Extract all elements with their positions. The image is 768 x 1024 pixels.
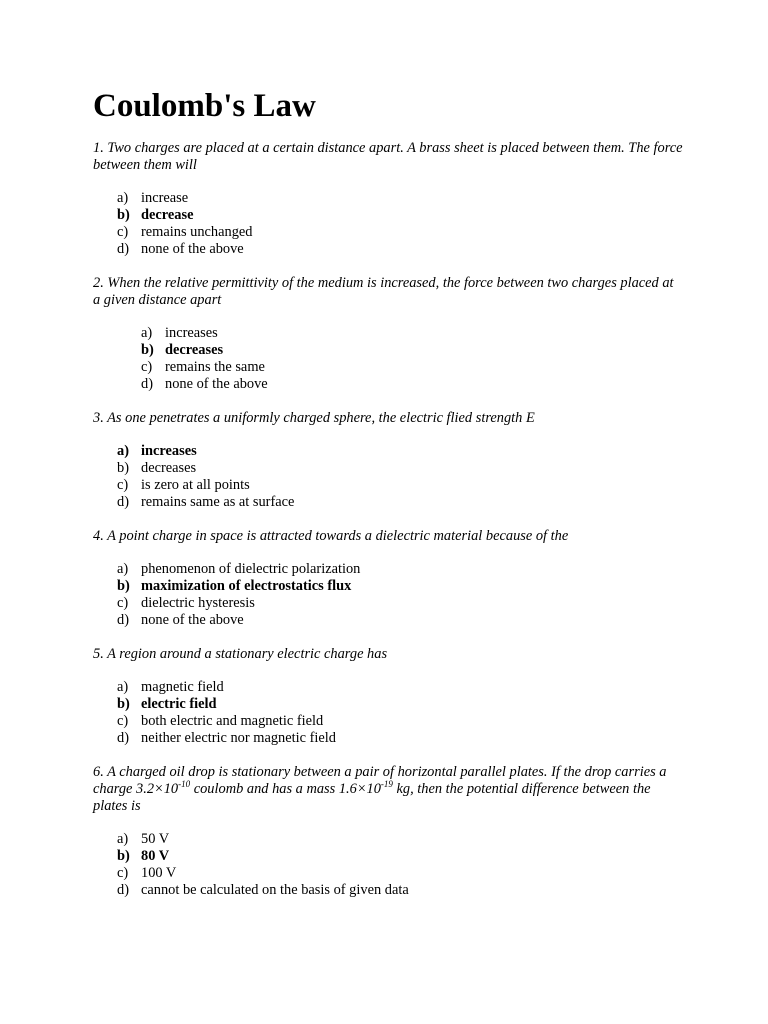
option-letter: a)	[117, 443, 129, 459]
question-1-options	[117, 190, 253, 258]
option-letter: c)	[117, 865, 129, 881]
mass-exponent: -19	[380, 779, 393, 789]
option-text: neither electric nor magnetic field	[141, 730, 336, 746]
option-letter: a)	[141, 325, 153, 341]
question-2-text: 2. When the relative permittivity of the medium is increased, the force between two charges placed at a given distance apart	[93, 275, 674, 308]
question-3-text: 3. As one penetrates a uniformly charged sphere, the electric flied strength E	[93, 410, 535, 426]
option-2d	[141, 376, 268, 393]
option-2b	[141, 342, 268, 359]
option-6a	[117, 831, 409, 848]
option-text: 50 V	[141, 831, 170, 847]
option-text: maximization of electrostatics flux	[141, 578, 352, 594]
option-5b	[117, 696, 336, 713]
option-text: decrease	[141, 207, 194, 223]
option-letter: b)	[141, 342, 154, 358]
option-text: none of the above	[141, 612, 244, 628]
option-letter: d)	[141, 376, 153, 392]
question-3-options	[117, 443, 294, 511]
option-text: cannot be calculated on the basis of given data	[141, 882, 409, 898]
option-1a	[117, 190, 253, 207]
option-text: dielectric hysteresis	[141, 595, 255, 611]
option-letter: c)	[117, 224, 129, 240]
option-letter: b)	[117, 578, 130, 594]
option-letter: b)	[117, 696, 130, 712]
option-text: none of the above	[141, 241, 244, 257]
option-text: 100 V	[141, 865, 177, 881]
option-5a	[117, 679, 336, 696]
option-letter: d)	[117, 612, 129, 628]
question-4-options	[117, 561, 360, 629]
option-letter: c)	[117, 595, 129, 611]
option-letter: a)	[117, 679, 129, 695]
option-text: increases	[165, 325, 218, 341]
option-text: 80 V	[141, 848, 170, 864]
option-letter: d)	[117, 494, 129, 510]
option-text: remains same as at surface	[141, 494, 295, 510]
option-3d	[117, 494, 294, 511]
question-6-text-part1: 6. A charged oil drop is stationary between a pair of horizontal parallel plates. If the drop carries a charge 3.2×10	[93, 764, 667, 797]
option-letter: c)	[141, 359, 153, 375]
option-letter: d)	[117, 882, 129, 898]
question-6-text	[93, 764, 683, 815]
option-4c	[117, 595, 360, 612]
option-text: increases	[141, 443, 197, 459]
question-6-text-part3: kg, then the potential difference between the plates is	[93, 781, 651, 814]
question-5-text: 5. A region around a stationary electric charge has	[93, 646, 388, 662]
option-letter: a)	[117, 831, 129, 847]
option-text: is zero at all points	[141, 477, 250, 493]
option-letter: a)	[117, 190, 129, 206]
option-4b	[117, 578, 360, 595]
option-letter: c)	[117, 713, 129, 729]
option-text: both electric and magnetic field	[141, 713, 324, 729]
option-text: phenomenon of dielectric polarization	[141, 561, 361, 577]
question-6-options	[117, 831, 409, 899]
option-letter: c)	[117, 477, 129, 493]
option-2c	[141, 359, 268, 376]
question-6-text-part2: coulomb and has a mass 1.6×10	[190, 781, 381, 797]
option-letter: d)	[117, 730, 129, 746]
option-text: increase	[141, 190, 189, 206]
option-letter: b)	[117, 460, 129, 476]
charge-exponent: -10	[178, 779, 191, 789]
option-6b	[117, 848, 409, 865]
option-3b	[117, 460, 294, 477]
option-letter: a)	[117, 561, 129, 577]
option-text: none of the above	[165, 376, 268, 392]
option-2a	[141, 325, 268, 342]
option-1d	[117, 241, 253, 258]
option-3c	[117, 477, 294, 494]
page-title: Coulomb's Law	[93, 88, 316, 124]
option-text: remains the same	[165, 359, 265, 375]
question-4-text: 4. A point charge in space is attracted towards a dielectric material because of the	[93, 528, 569, 544]
option-6c	[117, 865, 409, 882]
option-letter: b)	[117, 848, 130, 864]
option-6d	[117, 882, 409, 899]
option-1b	[117, 207, 253, 224]
option-letter: d)	[117, 241, 129, 257]
option-4d	[117, 612, 360, 629]
option-letter: b)	[117, 207, 130, 223]
option-text: magnetic field	[141, 679, 224, 695]
option-5d	[117, 730, 336, 747]
option-3a	[117, 443, 294, 460]
option-1c	[117, 224, 253, 241]
option-text: decreases	[165, 342, 224, 358]
option-text: electric field	[141, 696, 217, 712]
option-text: remains unchanged	[141, 224, 253, 240]
question-5-options	[117, 679, 336, 747]
option-text: decreases	[141, 460, 197, 476]
option-5c	[117, 713, 336, 730]
option-4a	[117, 561, 360, 578]
question-2-options	[141, 325, 268, 393]
question-1-text: 1. Two charges are placed at a certain distance apart. A brass sheet is placed between them. The force between them will	[93, 140, 683, 173]
